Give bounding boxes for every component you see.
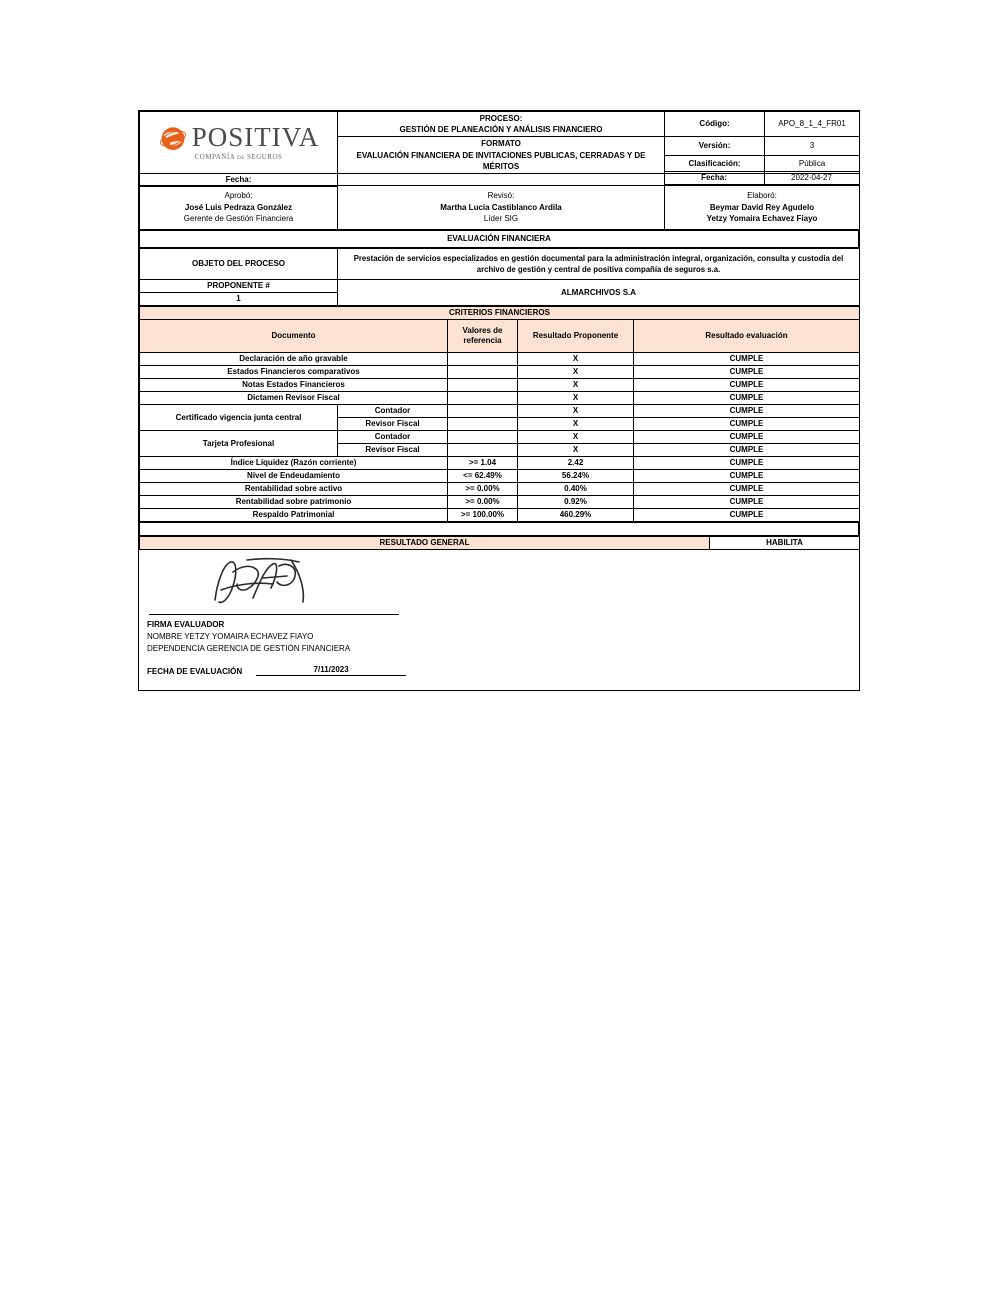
fecha-evaluacion-value: 7/11/2023 — [256, 665, 406, 676]
elaboro-cell — [665, 185, 860, 229]
col-resultado-evaluacion: Resultado evaluación — [634, 320, 860, 353]
row-prop: 0.40% — [518, 483, 634, 496]
row-prop: X — [518, 392, 634, 405]
logo-tagline-main: COMPAÑÍA — [194, 152, 235, 161]
resultado-general-table — [139, 536, 860, 550]
table-row — [140, 496, 860, 509]
row-prop: X — [518, 405, 634, 418]
codigo-value: APO_8_1_4_FR01 — [765, 112, 860, 137]
objeto-table — [139, 248, 860, 307]
row-ref — [448, 444, 518, 457]
footer-section — [139, 550, 859, 690]
aprobo-name: José Luis Pedraza González — [184, 202, 293, 212]
codigo-label: Código: — [665, 112, 765, 137]
evaluacion-band-table — [139, 230, 859, 248]
dependencia-evaluador: DEPENDENCIA GERENCIA DE GESTIÓN FINANCIERA — [147, 644, 351, 654]
table-row — [140, 379, 860, 392]
aprobo-cell — [140, 185, 338, 229]
logo-tagline — [158, 154, 320, 161]
row-ref: <= 62.49% — [448, 470, 518, 483]
row-label: Estados Financieros comparativos — [140, 366, 448, 379]
fecha-evaluacion-label: FECHA DE EVALUACIÓN — [147, 667, 243, 677]
row-prop: X — [518, 431, 634, 444]
aprobo-role: Gerente de Gestión Financiera — [183, 214, 294, 224]
resultado-general-value: HABILITA — [710, 537, 860, 550]
row-prop: X — [518, 379, 634, 392]
version-label: Versión: — [665, 137, 765, 155]
table-row — [140, 392, 860, 405]
row-label: Dictamen Revisor Fiscal — [140, 392, 448, 405]
table-row — [140, 457, 860, 470]
clasificacion-label: Clasificación: — [665, 155, 765, 173]
proceso-value: GESTIÓN DE PLANEACIÓN Y ANÁLISIS FINANCIERO — [399, 125, 603, 135]
formato-cell — [338, 137, 665, 174]
row-prop: 460.29% — [518, 509, 634, 522]
formato-value: EVALUACIÓN FINANCIERA DE INVITACIONES PUBLICAS, CERRADAS Y DE MÉRITOS — [356, 150, 646, 171]
row-eval: CUMPLE — [634, 483, 860, 496]
row-ref: >= 0.00% — [448, 496, 518, 509]
table-row — [140, 431, 860, 444]
col-documento: Documento — [140, 320, 448, 353]
objeto-text: Prestación de servicios especializados en gestión documental para la administración integral, organización, consulta y custodia del archivo de gestión y central de positiva compañía de seguros s.a. — [338, 248, 860, 280]
row-ref: >= 100.00% — [448, 509, 518, 522]
aprobo-label: Aprobó: — [224, 190, 253, 200]
row-eval: CUMPLE — [634, 392, 860, 405]
resultado-general-label: RESULTADO GENERAL — [140, 537, 710, 550]
fecha-value-2: 2022-04-27 — [764, 171, 859, 184]
proceso-label: PROCESO: — [479, 114, 523, 123]
proponente-label: PROPONENTE # — [140, 280, 338, 293]
signature-area — [147, 556, 851, 614]
document-page — [138, 110, 860, 691]
row-sublabel: Revisor Fiscal — [338, 444, 448, 457]
table-row — [140, 405, 860, 418]
table-row — [140, 483, 860, 496]
proponente-number: 1 — [140, 293, 338, 306]
reviso-role: Líder SIG — [483, 214, 519, 224]
row-sublabel: Contador — [338, 431, 448, 444]
row-eval: CUMPLE — [634, 379, 860, 392]
reviso-name: Martha Lucía Castiblanco Ardila — [440, 202, 562, 212]
row-eval: CUMPLE — [634, 496, 860, 509]
row-ref — [448, 366, 518, 379]
row-eval: CUMPLE — [634, 431, 860, 444]
objeto-label: OBJETO DEL PROCESO — [140, 248, 338, 280]
row-eval: CUMPLE — [634, 353, 860, 366]
fecha-label: Fecha: — [140, 173, 338, 186]
row-prop: 56.24% — [518, 470, 634, 483]
proceso-cell — [338, 112, 665, 137]
clasificacion-value: Pública — [765, 155, 860, 173]
table-row — [140, 470, 860, 483]
criterios-table — [139, 306, 860, 522]
row-prop: X — [518, 444, 634, 457]
logo-wordmark: POSITIVA — [191, 122, 320, 153]
proponente-name: ALMARCHIVOS S.A — [338, 280, 860, 306]
logo-tagline-small: DE — [237, 155, 245, 161]
row-label: Certificado vigencia junta central — [140, 405, 338, 431]
company-logo — [140, 112, 338, 174]
row-label: Rentabilidad sobre activo — [140, 483, 448, 496]
row-eval: CUMPLE — [634, 509, 860, 522]
row-eval: CUMPLE — [634, 470, 860, 483]
col-valores-referencia: Valores de referencia — [448, 320, 518, 353]
row-prop: 2.42 — [518, 457, 634, 470]
row-ref: >= 0.00% — [448, 483, 518, 496]
row-prop: X — [518, 366, 634, 379]
row-ref — [448, 418, 518, 431]
fecha-evaluacion-row — [147, 665, 851, 676]
positiva-globe-icon — [158, 123, 188, 153]
table-row — [140, 366, 860, 379]
handwritten-signature-icon — [207, 554, 337, 610]
table-row — [140, 509, 860, 522]
table-row — [140, 353, 860, 366]
row-label: Notas Estados Financieros — [140, 379, 448, 392]
row-ref — [448, 392, 518, 405]
row-label: Tarjeta Profesional — [140, 431, 338, 457]
formato-label: FORMATO — [481, 139, 521, 149]
row-ref — [448, 379, 518, 392]
nombre-evaluador: NOMBRE YETZY YOMAIRA ECHAVEZ FIAYO — [147, 632, 314, 642]
row-sublabel: Contador — [338, 405, 448, 418]
col-resultado-proponente: Resultado Proponente — [518, 320, 634, 353]
spacer-cell — [140, 523, 859, 536]
reviso-cell — [338, 185, 665, 229]
row-eval: CUMPLE — [634, 457, 860, 470]
row-label: Respaldo Patrimonial — [140, 509, 448, 522]
logo-tagline-end: SEGUROS — [247, 152, 283, 161]
row-sublabel: Revisor Fiscal — [338, 418, 448, 431]
row-prop: X — [518, 353, 634, 366]
row-label: Índice Líquidez (Razón corriente) — [140, 457, 448, 470]
row-label: Nivel de Endeudamiento — [140, 470, 448, 483]
spacer-table — [139, 522, 859, 536]
elaboro-name-1: Beymar David Rey Agudelo — [709, 202, 815, 212]
row-ref — [448, 353, 518, 366]
elaboro-name-2: Yetzy Yomaira Echavez Fiayo — [706, 214, 818, 224]
row-label: Rentabilidad sobre patrimonio — [140, 496, 448, 509]
row-eval: CUMPLE — [634, 405, 860, 418]
signature-line — [149, 614, 399, 615]
fecha-label-2: Fecha: — [664, 171, 764, 184]
evaluacion-financiera-title: EVALUACIÓN FINANCIERA — [140, 230, 859, 247]
criterios-financieros-title: CRITERIOS FINANCIEROS — [140, 307, 860, 320]
row-prop: 0.92% — [518, 496, 634, 509]
version-value: 3 — [765, 137, 860, 155]
row-eval: CUMPLE — [634, 418, 860, 431]
row-label: Declaración de año gravable — [140, 353, 448, 366]
row-eval: CUMPLE — [634, 444, 860, 457]
firma-evaluador-label: FIRMA EVALUADOR — [147, 620, 225, 630]
row-prop: X — [518, 418, 634, 431]
row-ref: >= 1.04 — [448, 457, 518, 470]
row-ref — [448, 405, 518, 418]
row-ref — [448, 431, 518, 444]
approval-table — [139, 185, 860, 230]
row-eval: CUMPLE — [634, 366, 860, 379]
elaboro-label: Elaboró: — [747, 190, 777, 200]
reviso-label: Revisó: — [487, 190, 515, 200]
